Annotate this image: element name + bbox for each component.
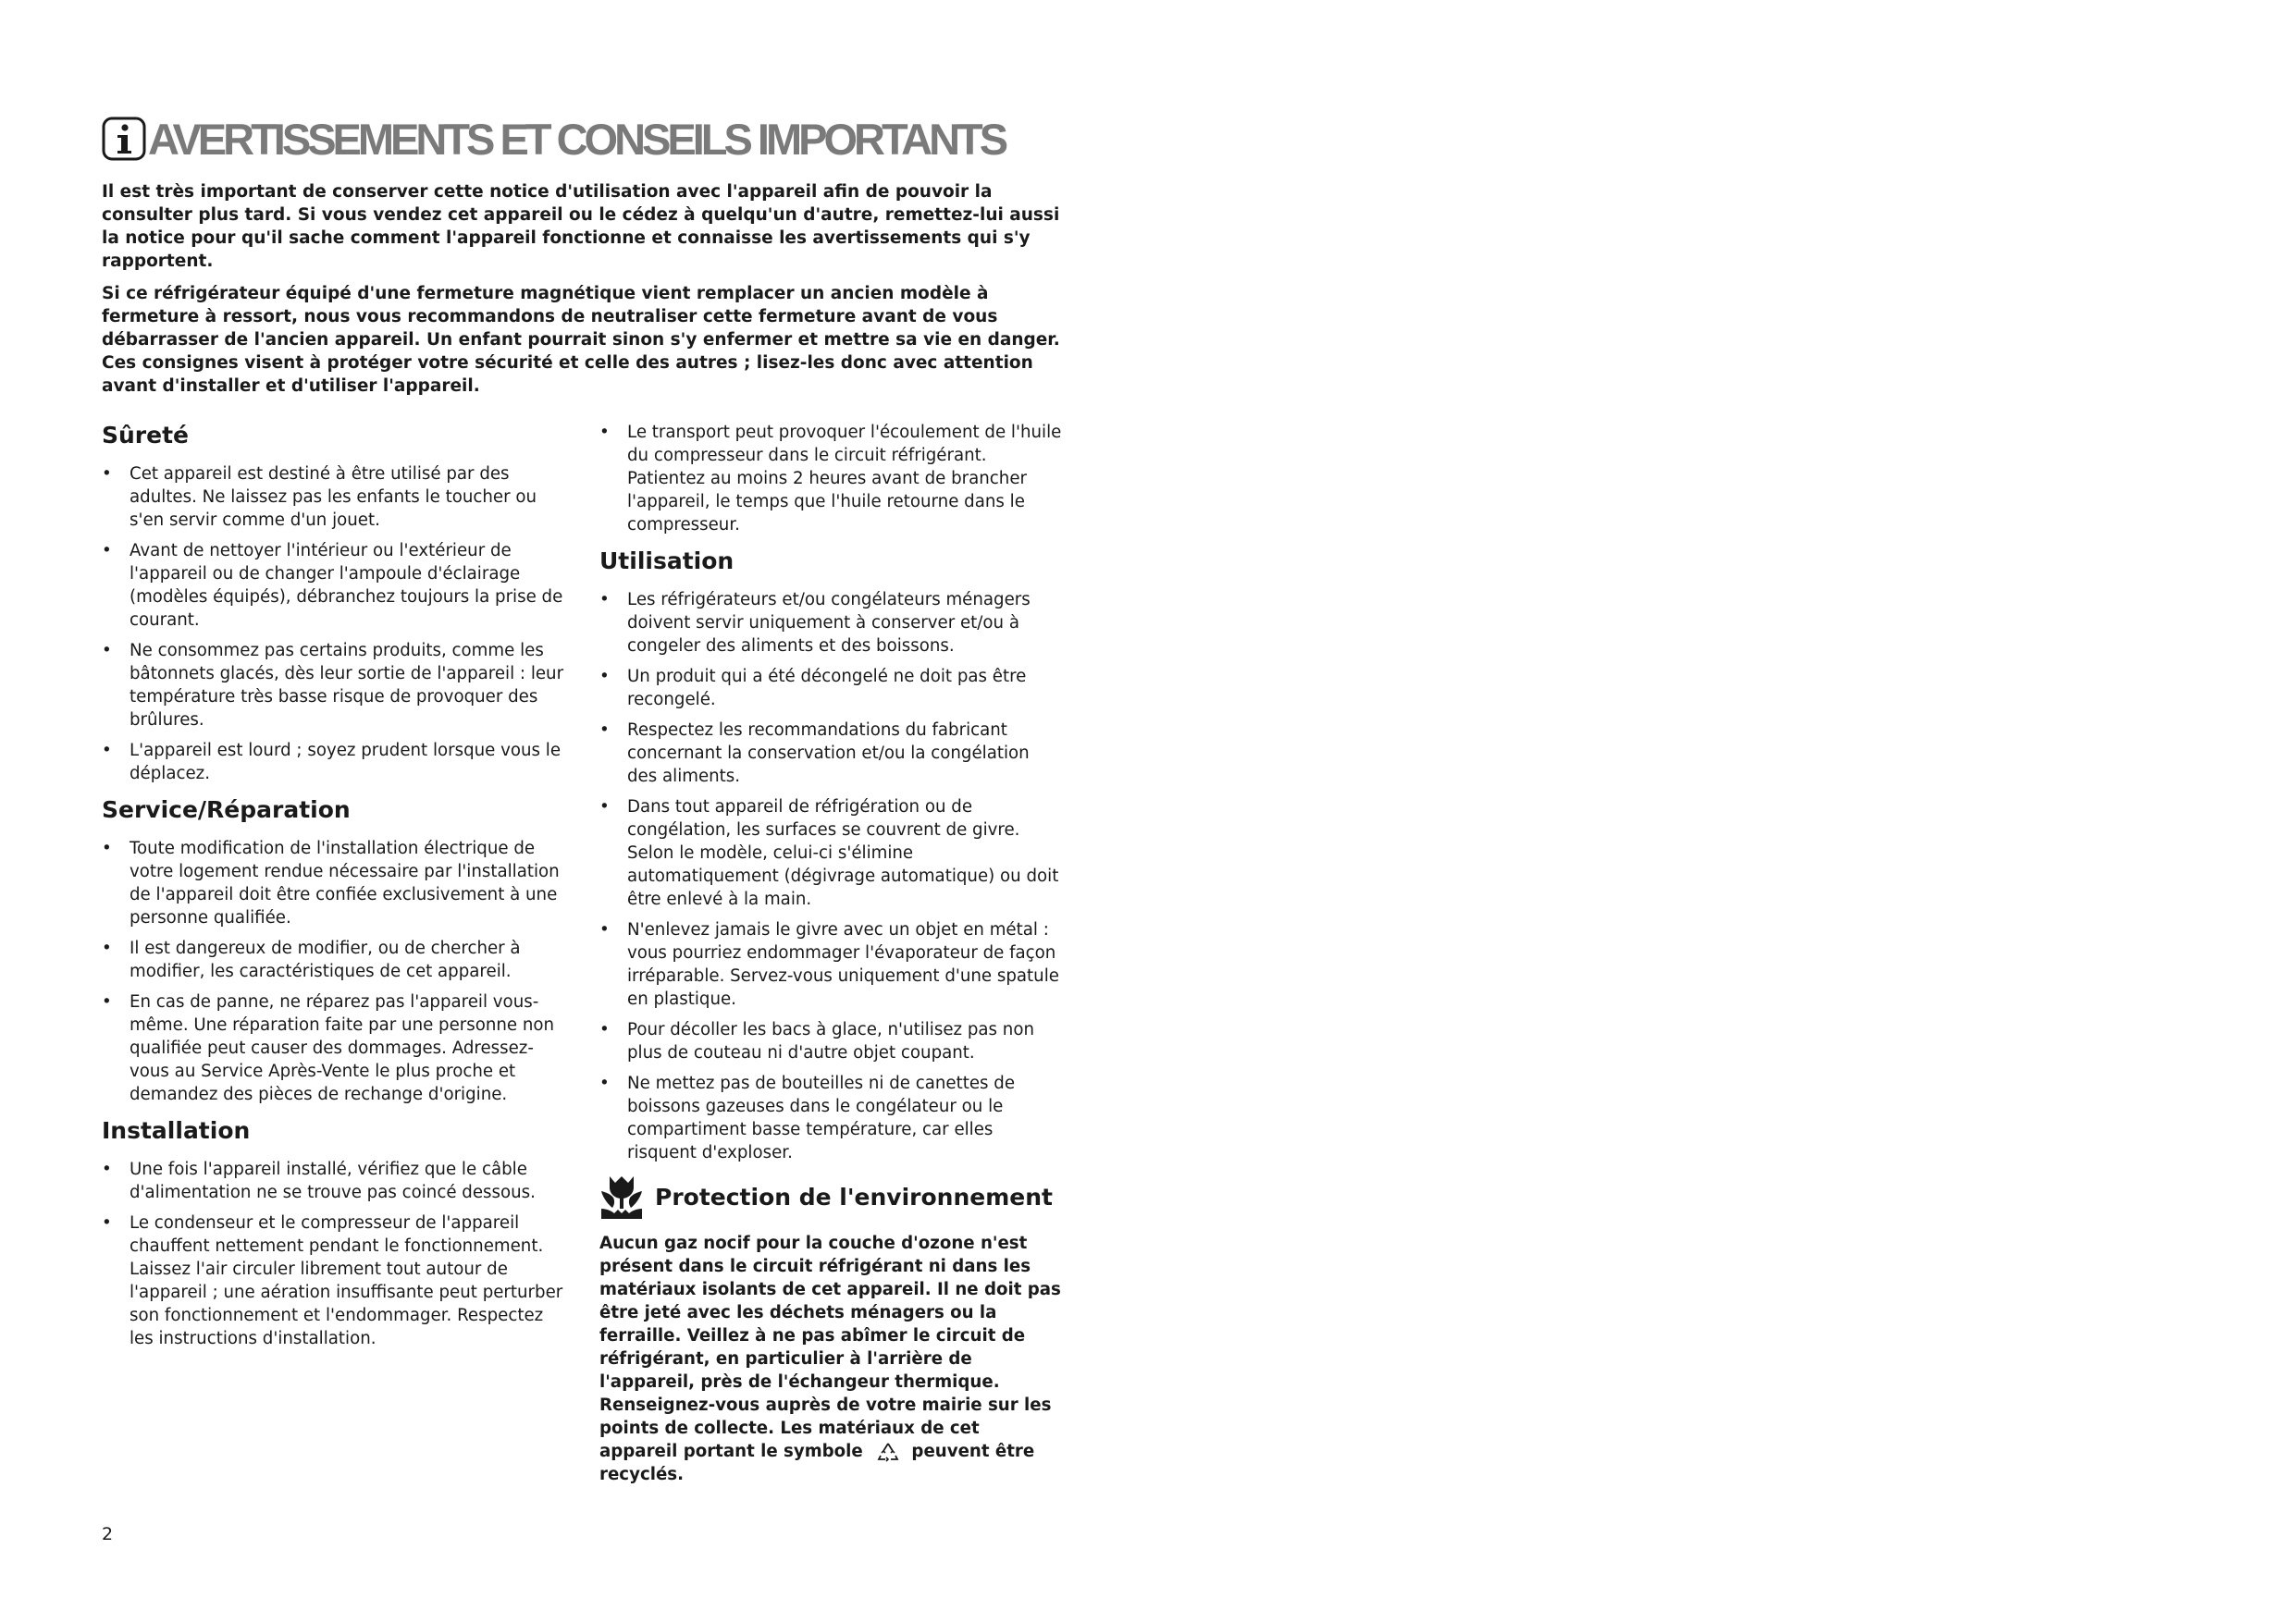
environment-text-part: Aucun gaz nocif pour la couche d'ozone n'est présent dans le circuit réfrigérant ni dans les matériaux isolants de cet appareil. Il ne doit pas être jeté avec les déchets ménagers ou la ferraille. Veillez à ne pas abîmer le circuit de réfrigérant, en particulier à l'arrière de l'appareil, près de l'échangeur thermique. Renseignez-vous auprès de votre mairie sur les points de collecte. Les matériaux de cet appareil portant le symbole	[599, 1234, 1061, 1461]
service-list	[102, 837, 564, 1106]
environment-heading-row	[599, 1174, 1062, 1221]
list-item: • En cas de panne, ne réparez pas l'appareil vous-même. Une réparation faite par une personne non qualifiée peut causer des dommages. Adressez-vous au Service Après-Vente le plus proche et demandez des pièces de rechange d'origine.	[102, 990, 564, 1106]
list-item: • Ne mettez pas de bouteilles ni de canettes de boissons gazeuses dans le congélateur ou le compartiment basse température, car elles risquent d'exploser.	[599, 1072, 1062, 1164]
right-column	[599, 421, 1062, 1486]
installation-list	[102, 1158, 564, 1350]
environment-text-part: peuvent être recyclés.	[599, 1442, 1035, 1484]
page-title: AVERTISSEMENTS ET CONSEILS IMPORTANTS	[148, 114, 1006, 164]
list-item: • Ne consommez pas certains produits, comme les bâtonnets glacés, dès leur sortie de l'appareil : leur température très basse risque de provoquer des brûlures.	[102, 639, 564, 732]
list-item: • Dans tout appareil de réfrigération ou de congélation, les surfaces se couvrent de givre. Selon le modèle, celui-ci s'élimine automatiquement (dégivrage automatique) ou doit être enlevé à la main.	[599, 795, 1062, 911]
intro-paragraph: Il est très important de conserver cette notice d'utilisation avec l'appareil afin de pouvoir la consulter plus tard. Si vous vendez cet appareil ou le cédez à quelqu'un d'autre, remettez-lui aussi la notice pour qu'il sache comment l'appareil fonctionne et connaisse les avertissements qui s'y rapportent.	[102, 182, 1060, 271]
recycle-icon	[876, 1441, 900, 1463]
tulip-icon	[599, 1174, 644, 1221]
title-row	[102, 114, 1006, 164]
section-heading-surete: Sûreté	[102, 422, 189, 449]
intro	[102, 180, 1064, 407]
surete-list	[102, 462, 564, 785]
section-heading-installation: Installation	[102, 1117, 251, 1144]
list-item: • Le transport peut provoquer l'écoulement de l'huile du compresseur dans le circuit réfrigérant. Patientez au moins 2 heures avant de brancher l'appareil, le temps que l'huile retourne dans le compresseur.	[599, 421, 1062, 536]
section-heading-utilisation: Utilisation	[599, 547, 734, 574]
list-item: • Il est dangereux de modifier, ou de chercher à modifier, les caractéristiques de cet appareil.	[102, 937, 564, 983]
list-item: • L'appareil est lourd ; soyez prudent lorsque vous le déplacez.	[102, 739, 564, 785]
section-heading-environnement: Protection de l'environnement	[655, 1184, 1053, 1211]
list-item: • Avant de nettoyer l'intérieur ou l'extérieur de l'appareil ou de changer l'ampoule d'éclairage (modèles équipés), débranchez toujours la prise de courant.	[102, 539, 564, 632]
list-item: • Cet appareil est destiné à être utilisé par des adultes. Ne laissez pas les enfants le toucher ou s'en servir comme d'un jouet.	[102, 462, 564, 532]
list-item: • Pour décoller les bacs à glace, n'utilisez pas non plus de couteau ni d'autre objet coupant.	[599, 1018, 1062, 1064]
list-item: • Le condenseur et le compresseur de l'appareil chauffent nettement pendant le fonctionnement. Laissez l'air circuler librement tout autour de l'appareil ; une aération insuffisante peut perturber son fonctionnement et l'endommager. Respectez les instructions d'installation.	[102, 1211, 564, 1350]
utilisation-list	[599, 588, 1062, 1164]
left-column	[102, 421, 564, 1360]
list-item: • N'enlevez jamais le givre avec un objet en métal : vous pourriez endommager l'évaporateur de façon irréparable. Servez-vous uniquement d'une spatule en plastique.	[599, 918, 1062, 1011]
list-item: • Toute modification de l'installation électrique de votre logement rendue nécessaire par l'installation de l'appareil doit être confiée exclusivement à une personne qualifiée.	[102, 837, 564, 929]
list-item: • Respectez les recommandations du fabricant concernant la conservation et/ou la congélation des aliments.	[599, 719, 1062, 788]
list-item: • Une fois l'appareil installé, vérifiez que le câble d'alimentation ne se trouve pas coincé dessous.	[102, 1158, 564, 1204]
list-item: • Un produit qui a été décongelé ne doit pas être recongelé.	[599, 665, 1062, 711]
environment-text	[599, 1232, 1062, 1486]
intro-paragraph: Si ce réfrigérateur équipé d'une fermeture magnétique vient remplacer un ancien modèle à fermeture à ressort, nous vous recommandons de neutraliser cette fermeture avant de vous débarrasser de l'ancien appareil. Un enfant pourrait sinon s'y enfermer et mettre sa vie en danger. Ces consignes visent à protéger votre sécurité et celle des autres ; lisez-les donc avec attention avant d'installer et d'utiliser l'appareil.	[102, 284, 1060, 396]
list-item: • Les réfrigérateurs et/ou congélateurs ménagers doivent servir uniquement à conserver et/ou à congeler des aliments et des boissons.	[599, 588, 1062, 658]
page-number: 2	[102, 1524, 114, 1544]
info-icon	[102, 117, 146, 161]
transport-list	[599, 421, 1062, 536]
section-heading-service: Service/Réparation	[102, 796, 351, 823]
